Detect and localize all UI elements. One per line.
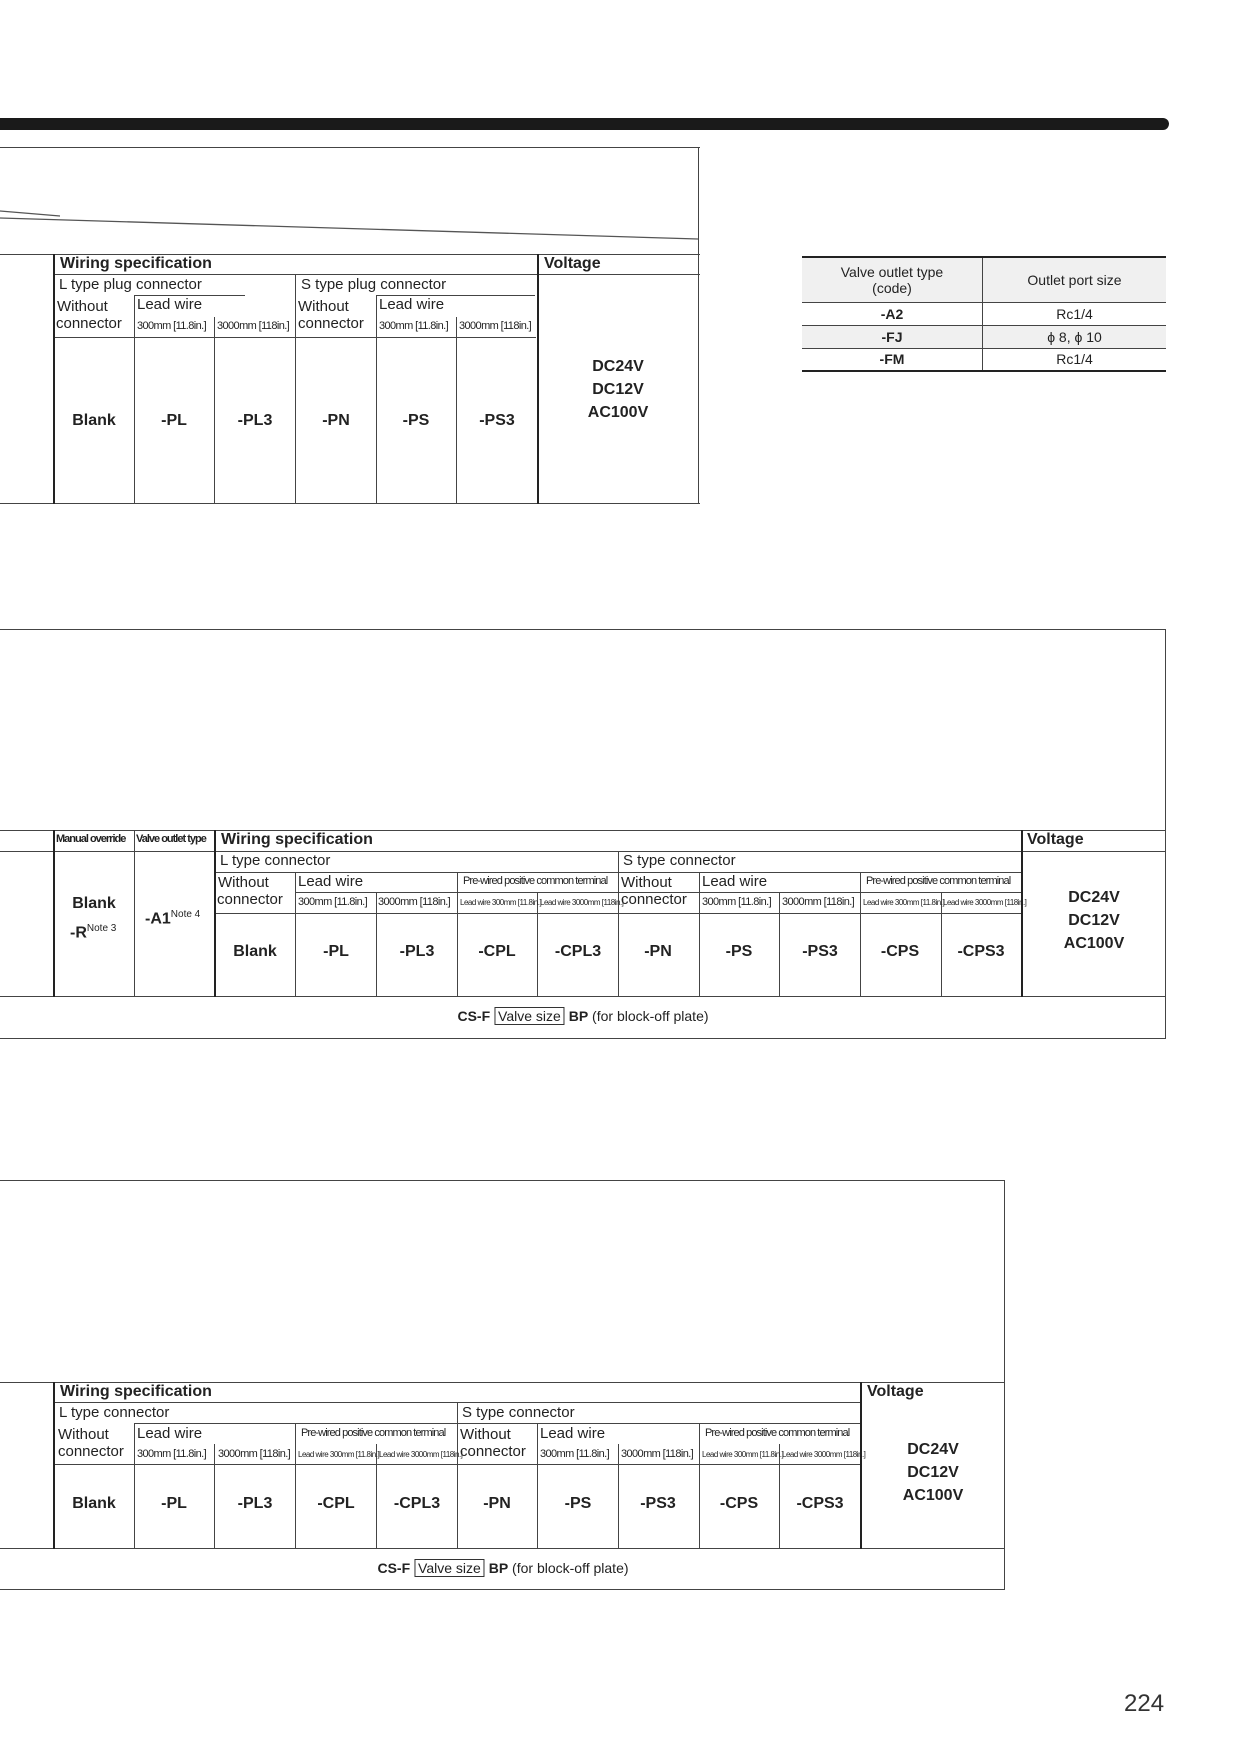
code-ps: -PS bbox=[402, 412, 430, 429]
voltage-list: DC24V DC12V AC100V bbox=[1063, 889, 1125, 952]
code-cpl3: -CPL3 bbox=[393, 1495, 441, 1512]
wiring-table-3: Wiring specification Voltage L type connector S type connector Without connector Lead wire Pre-wired positive common terminal 300mm [11.8in.] 3000mm [118in.] Lead wire 300mm [11.8in.] Lead wire 3000mm [118in.] Without connector Lead wire Pre-wired positive common terminal 300mm [11.8in.] 3000mm [118in.] Lead wire 300mm [11.8in.] Lead wire 3000mm [118in.] Blank -PL -PL3 -CPL -CPL3 -PN -PS -PS3 -CPS -CPS3 DC24V DC12V AC100V CS-F Valve size BP (for block-off plate) bbox=[0, 0, 1240, 1650]
without-connector-l: Without bbox=[57, 298, 108, 315]
lead-wire-s: Lead wire bbox=[540, 1425, 606, 1442]
code-cps: -CPS bbox=[880, 943, 920, 960]
outlet-a1: $-A1^{Note 4}$ bbox=[145, 909, 201, 928]
outlet-code-fj: -FJ bbox=[802, 325, 983, 348]
code-cps3: -CPS3 bbox=[957, 943, 1005, 960]
prewired-l: Pre-wired positive common terminal bbox=[301, 1427, 446, 1439]
code-pl3: -PL3 bbox=[237, 1495, 273, 1512]
code-cpl: -CPL bbox=[478, 943, 516, 960]
manual-r: $-R^{Note 3}$ bbox=[70, 923, 117, 942]
code-ps: -PS bbox=[725, 943, 753, 960]
wiring-spec-header: Wiring specification bbox=[221, 831, 373, 848]
s-type-header: S type connector bbox=[623, 852, 736, 869]
lead-wire-l: Lead wire bbox=[137, 296, 203, 313]
prewired-s: Pre-wired positive common terminal bbox=[866, 875, 1011, 887]
code-pn: -PN bbox=[644, 943, 672, 960]
page-number: 224 bbox=[1124, 1690, 1165, 1717]
s-type-header: S type plug connector bbox=[301, 276, 447, 293]
code-blank: Blank bbox=[72, 412, 116, 429]
wiring-spec-header: Wiring specification bbox=[60, 1383, 212, 1400]
l-type-header: L type connector bbox=[59, 1404, 170, 1421]
lead-wire-s: Lead wire bbox=[702, 873, 768, 890]
code-pl: -PL bbox=[161, 412, 187, 429]
voltage-header: Voltage bbox=[544, 255, 601, 272]
code-ps3: -PS3 bbox=[802, 943, 838, 960]
wiring-spec-header: Wiring specification bbox=[60, 255, 212, 272]
wiring-table-1: Wiring specification Voltage L type plug connector S type plug connector Without connector Lead wire 300mm [11.8in.] 3000mm [118in.] Without connector Lead wire 300mm [11.8in.] 3000mm [118in.] Blank -PL -PL3 -PN -PS -PS3 DC24V DC12V AC100V bbox=[0, 0, 1240, 520]
voltage-list: DC24V DC12V AC100V bbox=[902, 1441, 964, 1504]
voltage-header: Voltage bbox=[867, 1383, 924, 1400]
code-ps3: -PS3 bbox=[479, 412, 515, 429]
wiring-table-2: Manual override Valve outlet type Wiring specification Voltage L type connector S type connector Without connector Lead wire Pre-wired positive common terminal 300mm [11.8in.] 3000mm [118in.] Lead wire 300mm [11.8in.] Lead wire 3000mm [118in.] Without connector Lead wire Pre-wired positive common terminal 300mm [11.8in.] 3000mm [118in.] Lead wire 300mm [11.8in.] Lead wire 3000mm [118in.] Blank $-R^{Note 3}$ $-A1^{Note 4}$ Blank -PL -PL3 -CPL -CPL3 -PN -PS -PS3 -CPS -CPS3 DC24V DC12V AC100V CS-F Valve size BP (for block-off plate) bbox=[0, 0, 1240, 1100]
outlet-type-header: Valve outlet type (code) bbox=[802, 257, 983, 302]
valve-outlet-header: Valve outlet type bbox=[136, 833, 206, 845]
code-cpl3: -CPL3 bbox=[554, 943, 602, 960]
code-pl: -PL bbox=[323, 943, 349, 960]
lead-wire-l: Lead wire bbox=[298, 873, 364, 890]
block-off-footer: CS-F Valve size BP (for block-off plate) bbox=[457, 1008, 709, 1024]
code-cps: -CPS bbox=[719, 1495, 759, 1512]
block-off-footer: CS-F Valve size BP (for block-off plate) bbox=[377, 1560, 629, 1576]
voltage-header: Voltage bbox=[1027, 831, 1084, 848]
outlet-code-fm: -FM bbox=[802, 348, 983, 371]
lead-wire-l: Lead wire bbox=[137, 1425, 203, 1442]
voltage-list: DC24V DC12V AC100V bbox=[587, 358, 649, 421]
code-pl3: -PL3 bbox=[399, 943, 435, 960]
code-cps3: -CPS3 bbox=[796, 1495, 844, 1512]
code-ps: -PS bbox=[564, 1495, 592, 1512]
code-blank: Blank bbox=[72, 1495, 116, 1512]
code-pl: -PL bbox=[161, 1495, 187, 1512]
code-cpl: -CPL bbox=[317, 1495, 355, 1512]
valve-outlet-table: Valve outlet type (code) Outlet port size -A2 Rc1/4 -FJ ϕ 8, ϕ 10 -FM Rc1/4 bbox=[802, 256, 1166, 372]
outlet-code-a2: -A2 bbox=[802, 302, 983, 325]
lead-wire-s: Lead wire bbox=[379, 296, 445, 313]
l-type-header: L type plug connector bbox=[59, 276, 202, 293]
s-type-header: S type connector bbox=[462, 1404, 575, 1421]
manual-blank: Blank bbox=[72, 895, 116, 912]
code-blank: Blank bbox=[233, 943, 277, 960]
outlet-size-header: Outlet port size bbox=[983, 257, 1167, 302]
without-connector-s: Without bbox=[298, 298, 349, 315]
code-pn: -PN bbox=[483, 1495, 511, 1512]
manual-override-header: Manual override bbox=[56, 833, 126, 845]
code-ps3: -PS3 bbox=[640, 1495, 676, 1512]
prewired-l: Pre-wired positive common terminal bbox=[463, 875, 608, 887]
code-pl3: -PL3 bbox=[237, 412, 273, 429]
prewired-s: Pre-wired positive common terminal bbox=[705, 1427, 850, 1439]
code-pn: -PN bbox=[322, 412, 350, 429]
l-type-header: L type connector bbox=[220, 852, 331, 869]
